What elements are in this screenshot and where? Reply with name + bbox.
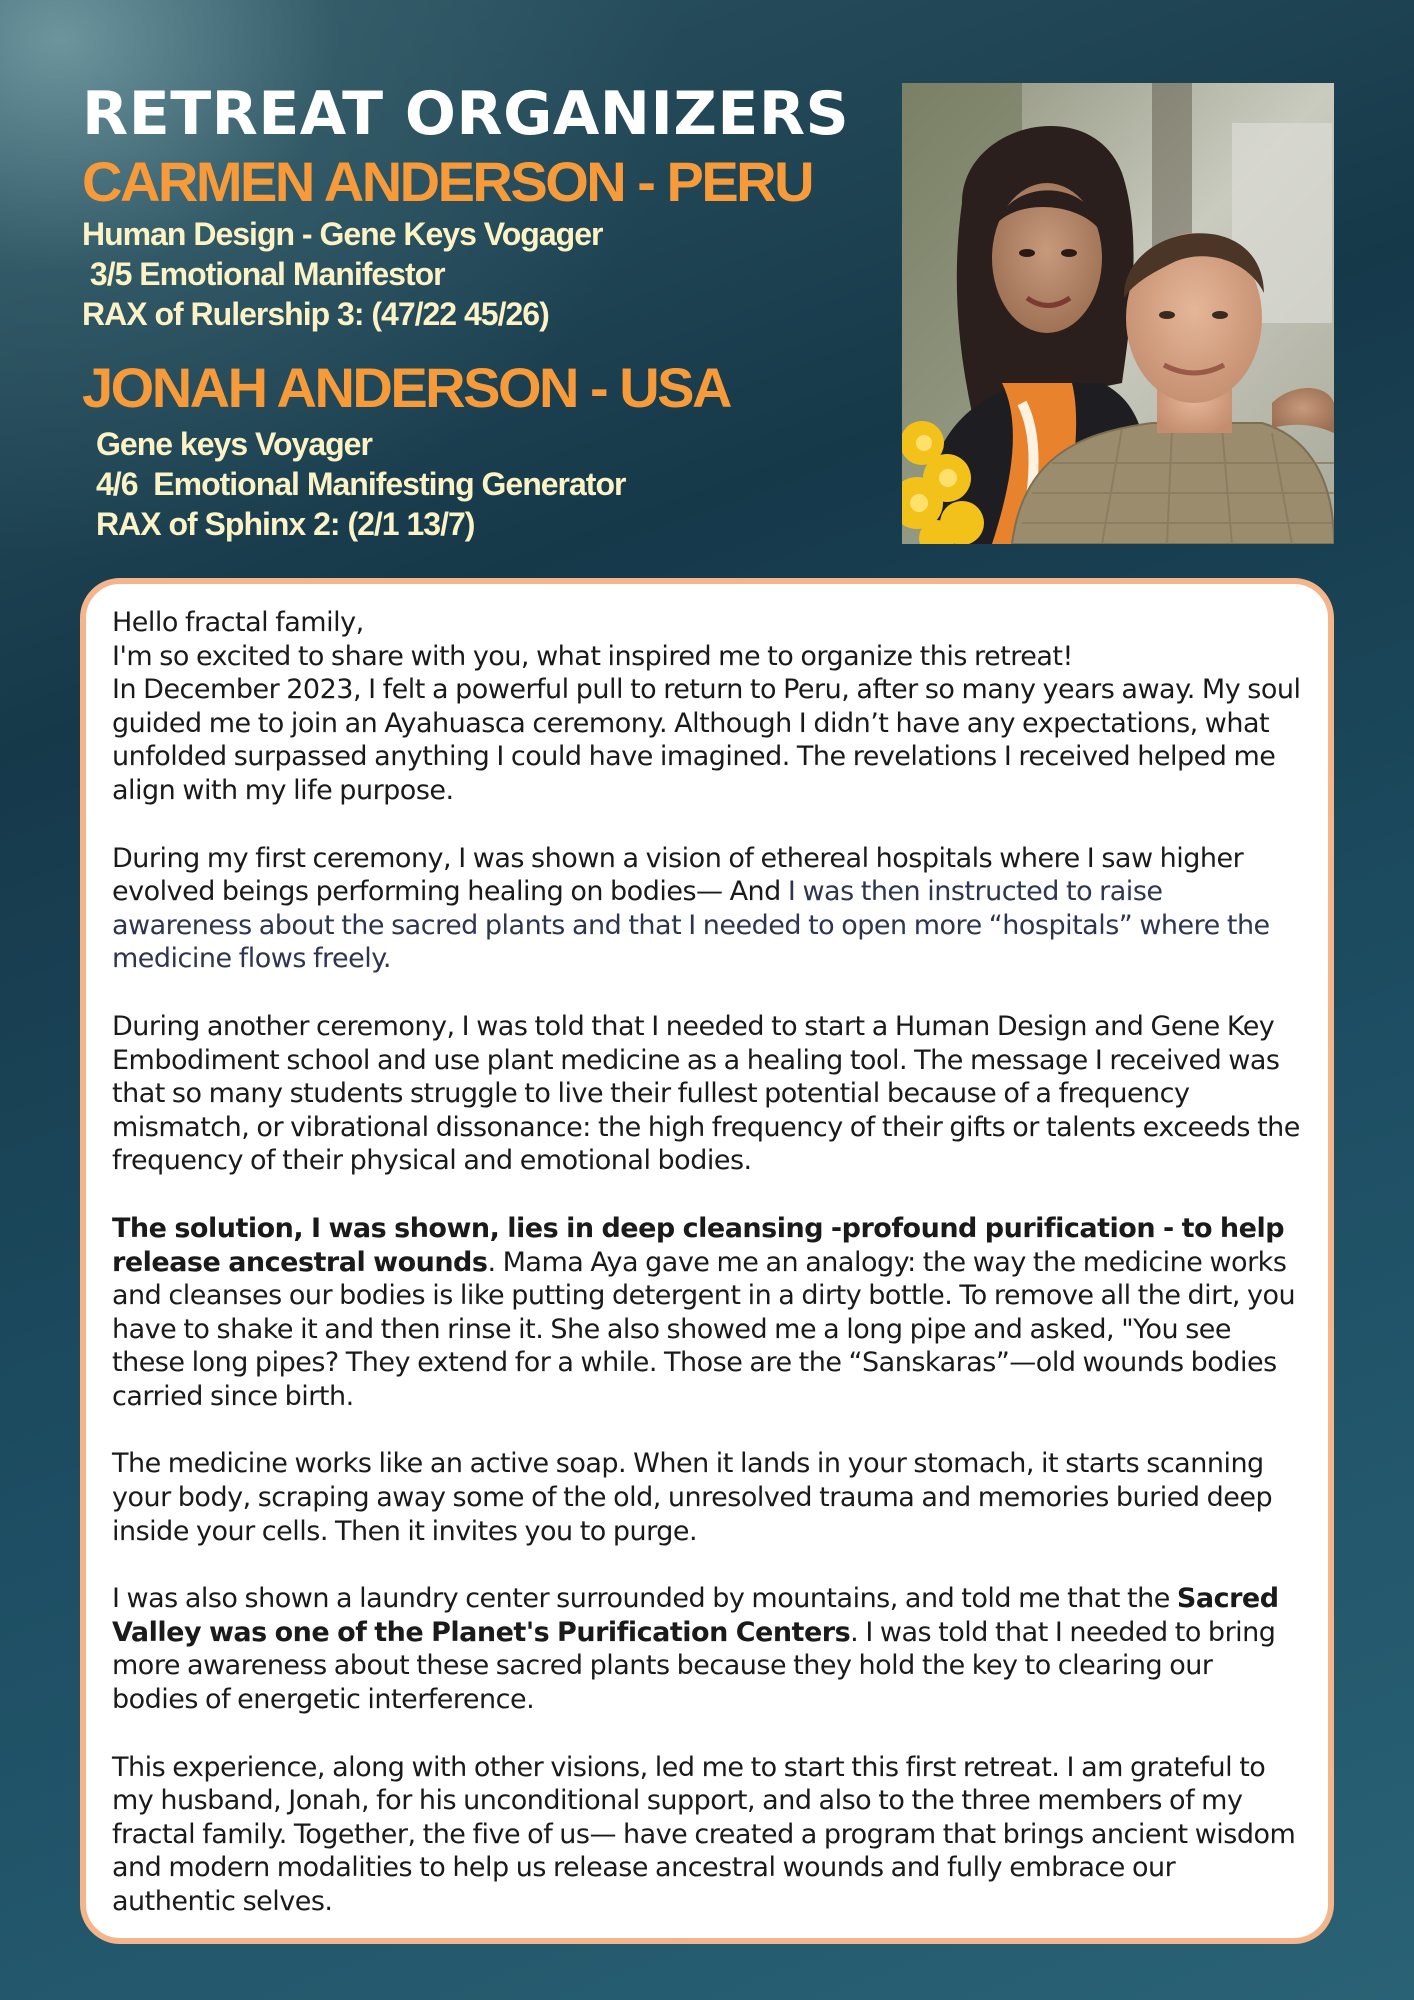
letter-paragraph-first-ceremony [112, 842, 1302, 976]
letter-text: . I was told that I needed to bring more awareness about these sacred plants because they hold the key to clearing our bodies of energetic interference. [112, 1616, 1276, 1716]
letter-text: . Mama Aya gave me an analogy: the way the medicine works and cleanses our bodies is like putting detergent in a dirty bottle. To remove all the dirt, you have to shake it and then rinse it. She also showed me a long pipe and asked, "You see these long pipes? They extend for a while. Those are the “Sanskaras”—old wounds bodies carried since birth. [112, 1246, 1296, 1412]
letter-paragraph-sacred-valley [112, 1582, 1302, 1716]
letter-greeting: Hello fractal family, [112, 607, 364, 638]
letter-bold-text: Sacred Valley was one of the Planet's Purification Centers [112, 1583, 1279, 1648]
letter-intro-line: I'm so excited to share with you, what inspired me to organize this retreat! [112, 640, 1073, 672]
organizer-jonah [82, 356, 882, 544]
organizer-detail: 3/5 Emotional Manifestor [82, 256, 445, 292]
organizer-carmen [82, 150, 882, 334]
letter-card [80, 578, 1334, 1944]
organizer-name-carmen: CARMEN ANDERSON - PERU [82, 150, 813, 213]
photo-illustration [902, 83, 1334, 544]
organizer-name-jonah: JONAH ANDERSON - USA [82, 356, 730, 419]
letter-paragraph-medicine: The medicine works like an active soap. When it lands in your stomach, it starts scanning your body, scraping away some of the old, unresolved trauma and memories buried deep inside your cells. Then it invites you to purge. [112, 1448, 1273, 1547]
organizer-detail: RAX of Rulership 3: (47/22 45/26) [82, 296, 549, 332]
letter-text-highlight: I was then instructed to raise awareness about the sacred plants and that I needed to open more “hospitals” where the medicine flows freely. [112, 876, 1270, 975]
organizers-photo [902, 83, 1334, 544]
letter-bold-text: The solution, I was shown, lies in deep cleansing -profound purification - to help release ancestral wounds [112, 1212, 1285, 1278]
organizers-header [82, 80, 882, 544]
organizer-details-carmen [82, 214, 882, 334]
letter-paragraph-closing: This experience, along with other visions, led me to start this first retreat. I am grateful to my husband, Jonah, for his unconditional support, and also to the three members of my fractal family. Together, the five of us— have created a program that brings ancient wisdom and modern modalities to help us release ancestral wounds and fully embrace our authentic selves. [112, 1751, 1296, 1917]
organizer-detail: Human Design - Gene Keys Vogager [82, 216, 603, 252]
letter-paragraph-intro: In December 2023, I felt a powerful pull to return to Peru, after so many years away. My soul guided me to join an Ayahuasca ceremony. Although I didn’t have any expectations, what unfolded surpassed anything I could have imagined. The revelations I received helped me align with my life purpose. [112, 674, 1301, 806]
organizer-detail: Gene keys Voyager [96, 426, 372, 462]
organizer-details-jonah [82, 424, 882, 544]
organizer-detail: RAX of Sphinx 2: (2/1 13/7) [96, 506, 475, 542]
page-title: RETREAT ORGANIZERS [82, 79, 850, 149]
letter-text: During my first ceremony, I was shown a vision of ethereal hospitals where I saw higher evolved beings performing healing on bodies— And [112, 842, 1244, 908]
letter-paragraph-solution [112, 1212, 1302, 1414]
organizer-detail: 4/6 Emotional Manifesting Generator [96, 466, 626, 502]
letter-paragraph-another-ceremony: During another ceremony, I was told that I needed to start a Human Design and Gene Key Embodiment school and use plant medicine as a healing tool. The message I received was that so many students struggle to live their fullest potential because of a frequency mismatch, or vibrational dissonance: the high frequency of their gifts or talents exceeds the frequency of their physical and emotional bodies. [112, 1010, 1300, 1177]
letter-text: I was also shown a laundry center surrounded by mountains, and told me that the [112, 1583, 1177, 1615]
